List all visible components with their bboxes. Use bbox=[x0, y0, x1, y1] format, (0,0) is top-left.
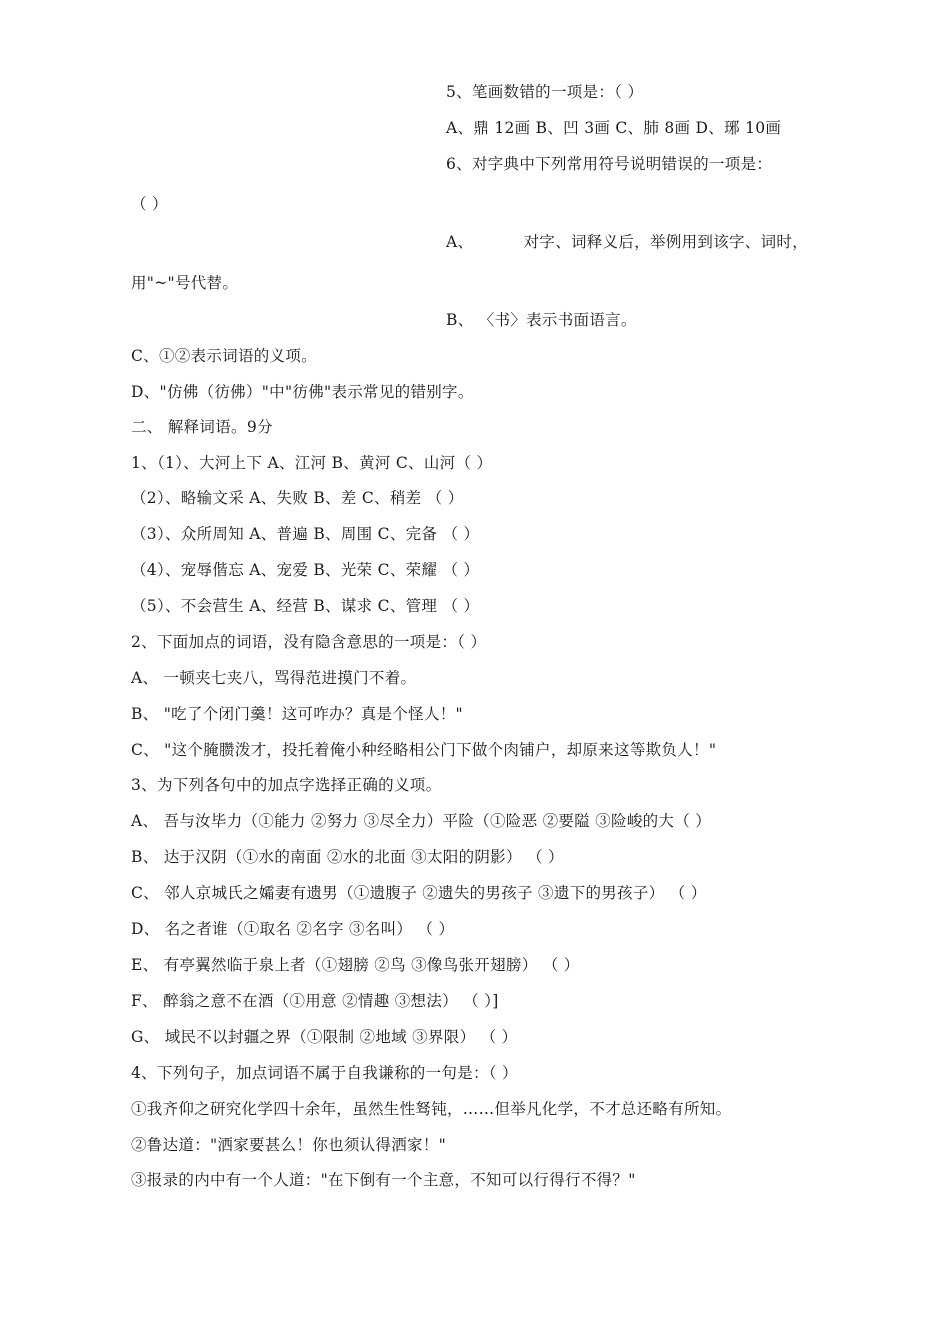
q6-title: 6、对字典中下列常用符号说明错误的一项是： bbox=[446, 155, 773, 173]
q6-option-c: C、①②表示词语的义项。 bbox=[131, 347, 317, 365]
s2-q4-option: ③报录的内中有一个人道："在下倒有一个主意，不知可以行得行不得？" bbox=[131, 1171, 636, 1189]
s2-q1-item: （4）、宠辱偕忘 A、宠爱 B、光荣 C、荣耀 （ ） bbox=[131, 561, 480, 579]
s2-q1-item: （5）、不会营生 A、经营 B、谋求 C、管理 （ ） bbox=[131, 597, 480, 615]
s2-q1-item: 1、（1）、大河上下 A、江河 B、黄河 C、山河（ ） bbox=[131, 454, 493, 472]
q6-option-a-label: A、 bbox=[446, 233, 474, 251]
q6-title-bracket: （ ） bbox=[131, 195, 168, 213]
s2-q3-option: C、 邻人京城氏之孀妻有遗男（①遗腹子 ②遗失的男孩子 ③遗下的男孩子） （ ） bbox=[131, 884, 707, 902]
q6-option-a-continued: 用"~"号代替。 bbox=[131, 274, 239, 292]
s2-q3-option: A、 吾与汝毕力（①能力 ②努力 ③尽全力）平险（①险恶 ②要隘 ③险峻的大（ ） bbox=[131, 812, 712, 830]
s2-q3-option: F、 醉翁之意不在酒（①用意 ②情趣 ③想法） （ ）] bbox=[131, 992, 499, 1010]
q6-option-b: B、 〈书〉表示书面语言。 bbox=[446, 311, 637, 329]
s2-q1-item: （3）、众所周知 A、普遍 B、周围 C、完备 （ ） bbox=[131, 525, 480, 543]
s2-q3-title: 3、为下列各句中的加点字选择正确的义项。 bbox=[131, 776, 442, 794]
s2-q1-item: （2）、略输文采 A、失败 B、差 C、稍差 （ ） bbox=[131, 489, 464, 507]
s2-q2-option: B、 "吃了个闭门羹！这可咋办？真是个怪人！" bbox=[131, 705, 463, 723]
q5-title: 5、笔画数错的一项是：（ ） bbox=[446, 83, 644, 101]
q6-option-a bbox=[446, 232, 808, 252]
section2-heading: 二、 解释词语。9分 bbox=[131, 418, 273, 436]
s2-q3-option: G、 域民不以封疆之界（①限制 ②地域 ③界限） （ ） bbox=[131, 1028, 518, 1046]
q6-option-d: D、"仿佛（彷佛）"中"彷佛"表示常见的错别字。 bbox=[131, 383, 474, 401]
q6-option-a-text: 对字、词释义后，举例用到该字、词时， bbox=[523, 233, 808, 251]
s2-q3-option: B、 达于汉阴（①水的南面 ②水的北面 ③太阳的阴影） （ ） bbox=[131, 848, 564, 866]
s2-q2-title: 2、下面加点的词语，没有隐含意思的一项是：（ ） bbox=[131, 633, 487, 651]
s2-q4-option: ②鲁达道："洒家要甚么！你也须认得洒家！" bbox=[131, 1136, 447, 1154]
q5-options: A、鼎 12画 B、凹 3画 C、肺 8画 D、琊 10画 bbox=[446, 119, 782, 137]
s2-q3-option: D、 名之者谁（①取名 ②名字 ③名叫） （ ） bbox=[131, 920, 455, 938]
s2-q4-option: ①我齐仰之研究化学四十余年，虽然生性驽钝，……但举凡化学，不才总还略有所知。 bbox=[131, 1100, 732, 1118]
s2-q2-option: C、 "这个腌臜泼才，投托着俺小种经略相公门下做个肉铺户，却原来这等欺负人！" bbox=[131, 741, 717, 759]
s2-q3-option: E、 有亭翼然临于泉上者（①翅膀 ②鸟 ③像鸟张开翅膀） （ ） bbox=[131, 956, 580, 974]
s2-q2-option: A、 一顿夹七夹八，骂得范进摸门不着。 bbox=[131, 669, 417, 687]
s2-q4-title: 4、下列句子，加点词语不属于自我谦称的一句是：（ ） bbox=[131, 1064, 518, 1082]
